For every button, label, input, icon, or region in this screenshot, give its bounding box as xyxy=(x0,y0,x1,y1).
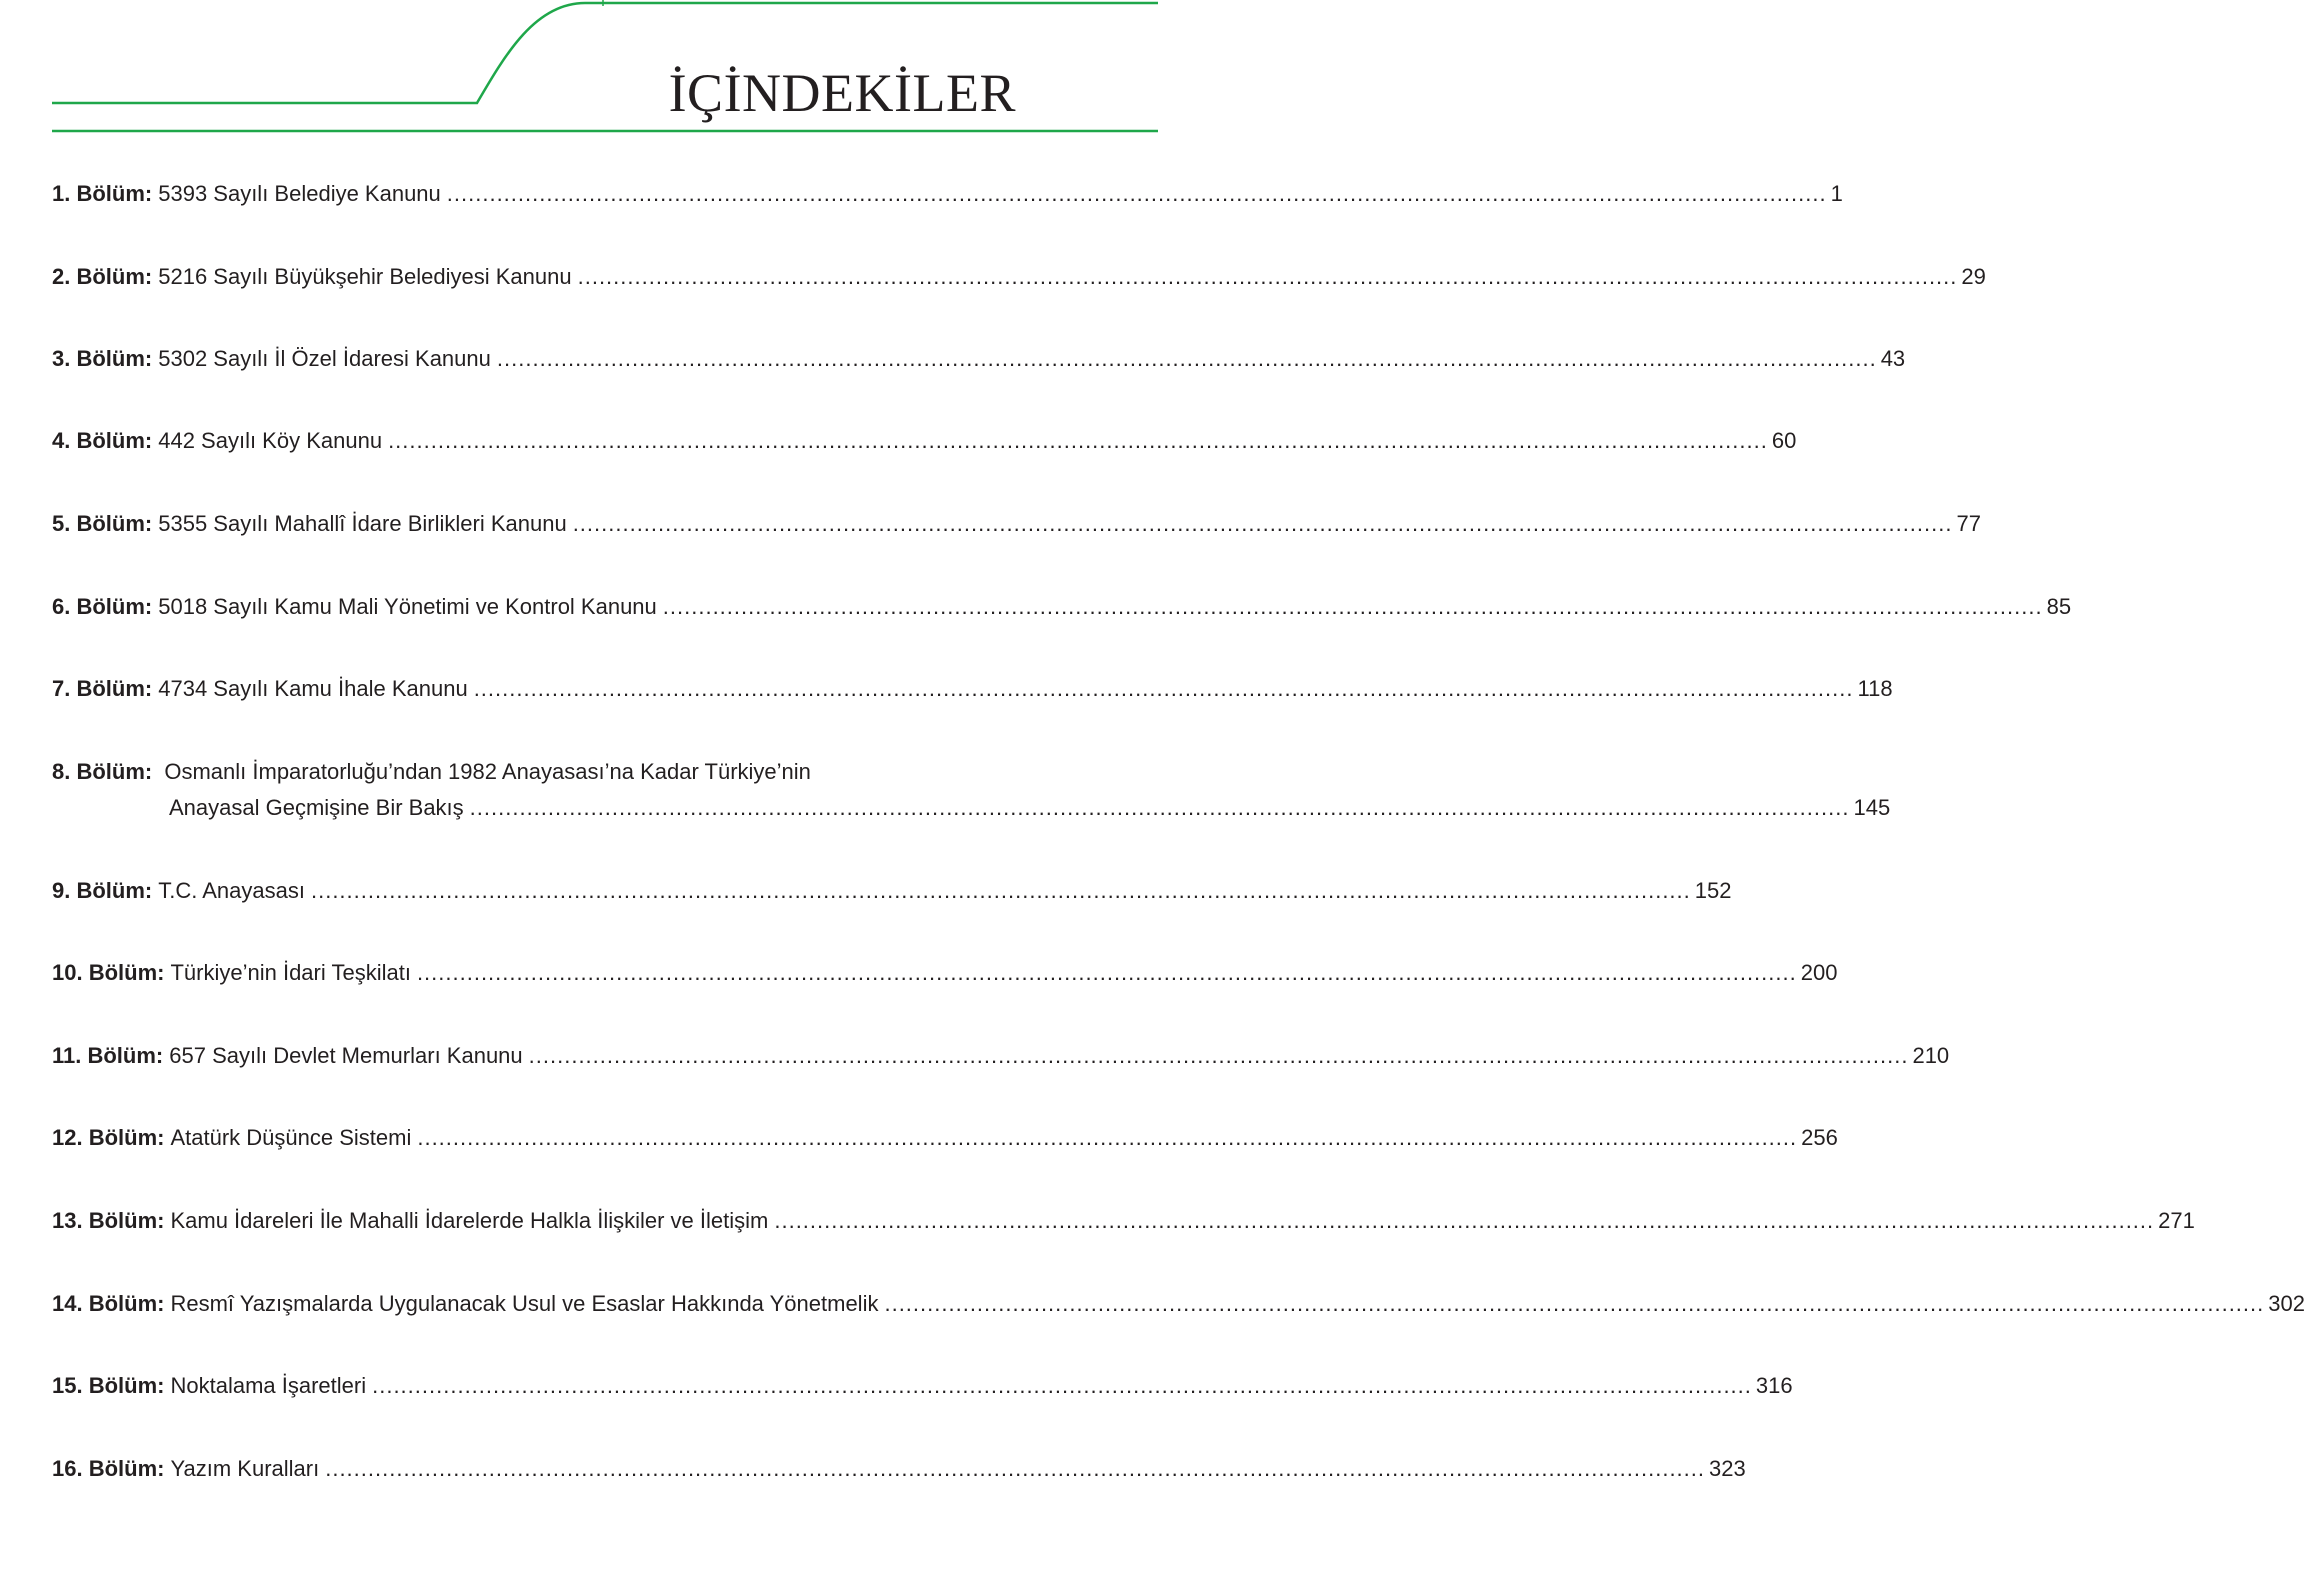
toc-chapter-title: 5393 Sayılı Belediye Kanunu xyxy=(158,181,441,206)
toc-dot-leader: .................................................................................................................................................................................................. xyxy=(774,1208,2155,1233)
toc-entry[interactable] xyxy=(52,1451,1746,1487)
toc-chapter-label: 7. Bölüm: xyxy=(52,676,153,701)
toc-chapter-label: 16. Bölüm: xyxy=(52,1456,165,1481)
toc-chapter-label: 11. Bölüm: xyxy=(52,1043,164,1068)
toc-chapter-title: 5302 Sayılı İl Özel İdaresi Kanunu xyxy=(158,346,491,371)
toc-chapter-title: T.C. Anayasası xyxy=(158,878,305,903)
toc-page-number: 210 xyxy=(1912,1043,1950,1068)
toc-chapter-title: 5355 Sayılı Mahallî İdare Birlikleri Kanunu xyxy=(158,511,567,536)
toc-entry[interactable] xyxy=(52,1120,1838,1156)
toc-entry[interactable] xyxy=(52,671,1893,707)
toc-chapter-label: 9. Bölüm: xyxy=(52,878,153,903)
toc-dot-leader: .................................................................................................................................................................................................. xyxy=(417,1125,1798,1150)
toc-page-number: 271 xyxy=(2158,1208,2195,1233)
toc-chapter-title: 4734 Sayılı Kamu İhale Kanunu xyxy=(158,676,468,701)
toc-chapter-label: 10. Bölüm: xyxy=(52,960,165,985)
toc-entry[interactable] xyxy=(52,1286,2305,1322)
toc-chapter-title: 657 Sayılı Devlet Memurları Kanunu xyxy=(169,1043,523,1068)
toc-chapter-title: 442 Sayılı Köy Kanunu xyxy=(158,428,383,453)
toc-chapter-title: Türkiye’nin İdari Teşkilatı xyxy=(170,960,411,985)
toc-entry[interactable] xyxy=(52,341,1906,377)
toc-entry[interactable] xyxy=(52,754,1891,826)
toc-page-number: 152 xyxy=(1694,878,1732,903)
toc-chapter-title: 5018 Sayılı Kamu Mali Yönetimi ve Kontrol Kanunu xyxy=(158,594,657,619)
page-title: İÇİNDEKİLER xyxy=(668,63,1016,123)
toc-dot-leader: .................................................................................................................................................................................................. xyxy=(388,428,1768,453)
toc-dot-leader: .................................................................................................................................................................................................. xyxy=(662,594,2043,619)
toc-dot-leader: .................................................................................................................................................................................................. xyxy=(325,1456,1706,1481)
toc-chapter-label: 14. Bölüm: xyxy=(52,1291,165,1316)
toc-chapter-title-line1: Osmanlı İmparatorluğu’ndan 1982 Anayasası’na Kadar Türkiye’nin xyxy=(164,759,811,784)
toc-page-number: 29 xyxy=(1961,264,1986,289)
toc-entry[interactable] xyxy=(52,259,1986,295)
toc-page-number: 77 xyxy=(1956,511,1981,536)
toc-chapter-title: Kamu İdareleri İle Mahalli İdarelerde Halkla İlişkiler ve İletişim xyxy=(170,1208,769,1233)
toc-chapter-label: 6. Bölüm: xyxy=(52,594,153,619)
toc-entry[interactable] xyxy=(52,873,1732,909)
toc-chapter-label: 12. Bölüm: xyxy=(52,1125,165,1150)
toc-chapter-label: 15. Bölüm: xyxy=(52,1373,165,1398)
toc-page-number: 118 xyxy=(1857,676,1893,701)
toc-dot-leader: .................................................................................................................................................................................................. xyxy=(577,264,1958,289)
toc-dot-leader: .................................................................................................................................................................................................. xyxy=(572,511,1953,536)
toc-chapter-label: 4. Bölüm: xyxy=(52,428,153,453)
toc-dot-leader: .................................................................................................................................................................................................. xyxy=(528,1043,1909,1068)
toc-page-number: 302 xyxy=(2268,1291,2305,1316)
toc-chapter-label: 2. Bölüm: xyxy=(52,264,153,289)
toc-chapter-title: 5216 Sayılı Büyükşehir Belediyesi Kanunu xyxy=(158,264,572,289)
toc-chapter-title: Noktalama İşaretleri xyxy=(170,1373,367,1398)
toc-entry[interactable] xyxy=(52,1368,1793,1404)
toc-chapter-label: 3. Bölüm: xyxy=(52,346,153,371)
toc-dot-leader: .................................................................................................................................................................................................. xyxy=(496,346,1877,371)
toc-page-number: 316 xyxy=(1755,1373,1793,1398)
toc-dot-leader: .................................................................................................................................................................................................. xyxy=(469,795,1850,820)
toc-entry[interactable] xyxy=(52,1038,1950,1074)
toc-page-number: 200 xyxy=(1800,960,1838,985)
toc-dot-leader: .................................................................................................................................................................................................. xyxy=(473,676,1854,701)
toc-entry[interactable] xyxy=(52,506,1981,542)
toc-page-number: 323 xyxy=(1709,1456,1746,1481)
toc-page-number: 85 xyxy=(2046,594,2072,619)
toc-entry[interactable] xyxy=(52,589,2072,625)
toc-chapter-title: Atatürk Düşünce Sistemi xyxy=(170,1125,412,1150)
toc-page-number: 1 xyxy=(1830,181,1843,206)
toc-page-number: 256 xyxy=(1801,1125,1838,1150)
toc-page-number: 60 xyxy=(1771,428,1797,453)
toc-entry[interactable] xyxy=(52,955,1838,991)
toc-entry[interactable] xyxy=(52,176,1843,212)
toc-dot-leader: .................................................................................................................................................................................................. xyxy=(372,1373,1752,1398)
toc-dot-leader: .................................................................................................................................................................................................. xyxy=(416,960,1797,985)
toc-chapter-label: 13. Bölüm: xyxy=(52,1208,165,1233)
toc-dot-leader: .................................................................................................................................................................................................. xyxy=(310,878,1691,903)
toc-chapter-label: 8. Bölüm: xyxy=(52,759,153,784)
toc-entry[interactable] xyxy=(52,423,1797,459)
toc-chapter-title: Yazım Kuralları xyxy=(170,1456,320,1481)
header-decoration xyxy=(0,0,1230,150)
toc-dot-leader: .................................................................................................................................................................................................. xyxy=(446,181,1827,206)
toc-chapter-label: 1. Bölüm: xyxy=(52,181,153,206)
toc-entry[interactable] xyxy=(52,1203,2195,1239)
toc-page-number: 145 xyxy=(1853,795,1891,820)
toc-dot-leader: .................................................................................................................................................................................................. xyxy=(884,1291,2265,1316)
toc-chapter-title: Anayasal Geçmişine Bir Bakış xyxy=(169,795,464,820)
toc-page-number: 43 xyxy=(1880,346,1906,371)
toc-chapter-title: Resmî Yazışmalarda Uygulanacak Usul ve Esaslar Hakkında Yönetmelik xyxy=(170,1291,879,1316)
toc-chapter-label: 5. Bölüm: xyxy=(52,511,153,536)
